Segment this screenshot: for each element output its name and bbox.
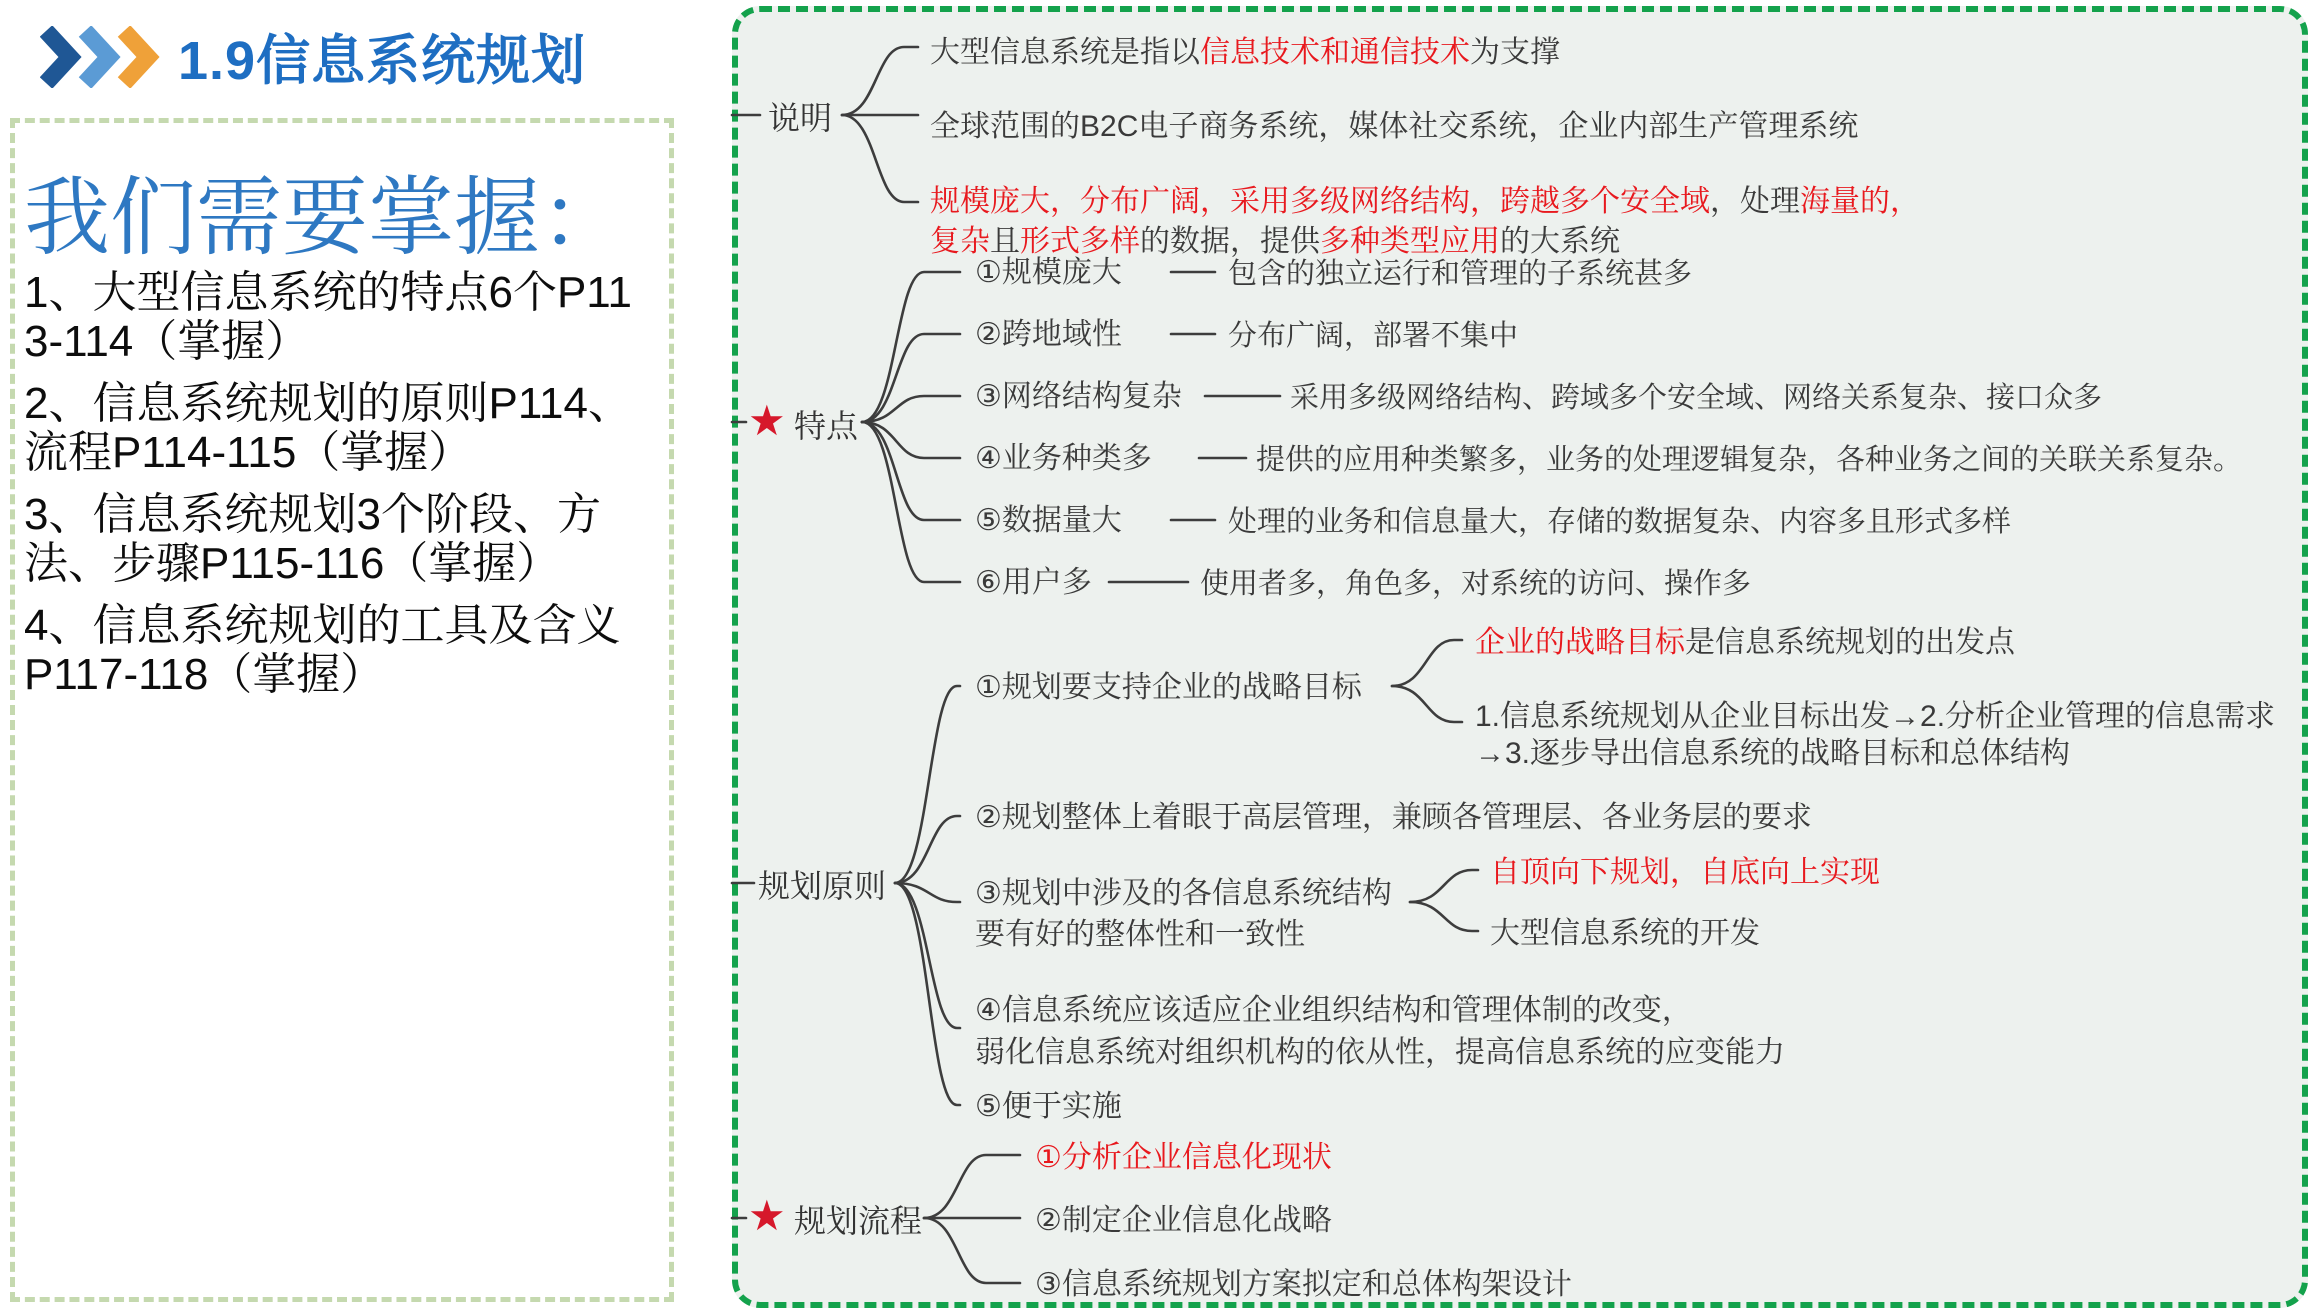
goal-item-1: 1、大型信息系统的特点6个P113-114（掌握） — [24, 268, 632, 366]
feature-6-name: ⑥用户多 — [975, 566, 1092, 599]
principle-1-sub-2: 1.信息系统规划从企业目标出发→2.分析企业管理的信息需求 →3.逐步导出信息系统的战略目标和总体结构 — [1475, 700, 2276, 770]
feature-5-desc: 处理的业务和信息量大，存储的数据复杂、内容多且形式多样 — [1228, 506, 2012, 538]
shuoming-def: 大型信息系统是指以信息技术和通信技术为支撑 — [930, 36, 1560, 69]
principle-4: ④信息系统应该适应企业组织结构和管理体制的改变， 弱化信息系统对组织机构的依从性，提高信息系统的应变能力 — [975, 994, 1785, 1069]
shuoming-examples: 全球范围的B2C电子商务系统，媒体社交系统，企业内部生产管理系统 — [930, 110, 1859, 143]
header — [40, 18, 586, 95]
branch-label-guihua-yuanze: 规划原则 — [758, 868, 887, 904]
process-step-1: ①分析企业信息化现状 — [1035, 1141, 1332, 1174]
goal-item-4: 4、信息系统规划的工具及含义P117-118（掌握） — [24, 601, 621, 699]
triple-chevron-icon — [40, 26, 160, 88]
feature-5-name: ⑤数据量大 — [975, 504, 1122, 537]
feature-3-name: ③网络结构复杂 — [975, 380, 1182, 413]
feature-6-desc: 使用者多，角色多，对系统的访问、操作多 — [1200, 568, 1752, 600]
principle-3: ③规划中涉及的各信息系统结构 要有好的整体性和一致性 — [975, 877, 1392, 951]
principle-5: ⑤便于实施 — [975, 1090, 1122, 1123]
feature-2-name: ②跨地域性 — [975, 318, 1122, 351]
shuoming-summary: 规模庞大，分布广阔，采用多级网络结构，跨越多个安全域，处理海量的， 复杂且形式多样的数据，提供多种类型应用的大系统 — [930, 185, 1920, 258]
star-icon-tedian: ★ — [748, 397, 786, 444]
process-step-3: ③信息系统规划方案拟定和总体构架设计 — [1035, 1268, 1572, 1301]
goal-item-2: 2、信息系统规划的原则P114、流程P114-115（掌握） — [24, 379, 632, 477]
feature-4-desc: 提供的应用种类繁多，业务的处理逻辑复杂，各种业务之间的关联关系复杂。 — [1256, 444, 2243, 476]
star-icon-liucheng: ★ — [748, 1192, 786, 1239]
feature-1-desc: 包含的独立运行和管理的子系统甚多 — [1228, 258, 1693, 290]
goals-list — [24, 268, 640, 712]
branch-label-tedian: 特点 — [794, 408, 859, 444]
principle-3-sub-2: 大型信息系统的开发 — [1490, 917, 1760, 950]
principle-1-sub-1: 企业的战略目标是信息系统规划的出发点 — [1475, 626, 2015, 659]
principle-3-sub-1: 自顶向下规划，自底向上实现 — [1490, 856, 1880, 889]
feature-4-name: ④业务种类多 — [975, 442, 1152, 475]
page-title: 1.9信息系统规划 — [178, 31, 587, 91]
goals-heading: 我们需要掌握： — [24, 170, 626, 266]
feature-1-name: ①规模庞大 — [975, 256, 1122, 289]
principle-1: ①规划要支持企业的战略目标 — [975, 671, 1362, 704]
feature-2-desc: 分布广阔，部署不集中 — [1228, 320, 1519, 352]
branch-label-shuoming: 说明 — [768, 100, 833, 136]
branch-label-guihua-liucheng: 规划流程 — [794, 1203, 923, 1239]
feature-3-desc: 采用多级网络结构、跨域多个安全域、网络关系复杂、接口众多 — [1290, 382, 2103, 414]
process-step-2: ②制定企业信息化战略 — [1035, 1204, 1332, 1237]
principle-2: ②规划整体上着眼于高层管理，兼顾各管理层、各业务层的要求 — [975, 801, 1812, 834]
goal-item-3: 3、信息系统规划3个阶段、方法、步骤P115-116（掌握） — [24, 490, 601, 588]
